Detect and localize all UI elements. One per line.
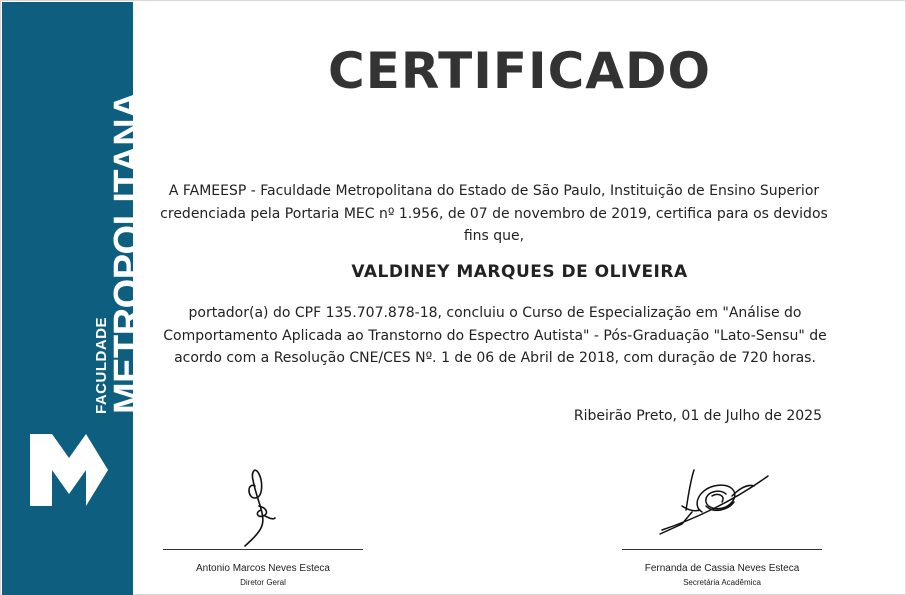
brand-main-text: METROPOLITANA — [107, 91, 149, 414]
intro-paragraph: A FAMEESP - Faculdade Metropolitana do Estado de São Paulo, Instituição de Ensino Superior credenciada pela Portaria MEC nº 1.956, de 07 de novembro de 2019, certifica para os devidos fins que, — [160, 183, 828, 244]
m-logo-icon — [30, 434, 108, 506]
signatory-name: Antonio Marcos Neves Esteca — [196, 563, 330, 574]
brand-top-text: FACULDADE — [93, 317, 110, 414]
brand-wordmark — [93, 91, 149, 414]
signatory-role: Diretor Geral — [240, 578, 286, 587]
certificate-title: CERTIFICADO — [328, 42, 711, 100]
signature-line — [622, 549, 822, 550]
signature-line — [163, 549, 363, 550]
recipient-name: VALDINEY MARQUES DE OLIVEIRA — [351, 262, 688, 282]
signature-block-secretary — [622, 462, 822, 588]
sidebar-brand-panel — [2, 2, 149, 595]
signature-block-director — [163, 462, 363, 588]
signatory-name: Fernanda de Cassia Neves Esteca — [644, 563, 800, 574]
course-paragraph: portador(a) do CPF 135.707.878-18, concluiu o Curso de Especialização em "Análise do Comportamento Aplicada ao Transtorno do Espectro Autista" - Pós-Graduação "Lato-Sensu" de acordo com a Resolução CNE/CES Nº. 1 de 06 de Abril de 2018, com duração de 720 horas. — [163, 305, 827, 366]
place-date: Ribeirão Preto, 01 de Julho de 2025 — [573, 408, 822, 424]
signatory-role: Secretária Acadêmica — [683, 578, 761, 587]
handwritten-signature — [622, 462, 822, 548]
handwritten-signature — [163, 462, 363, 548]
